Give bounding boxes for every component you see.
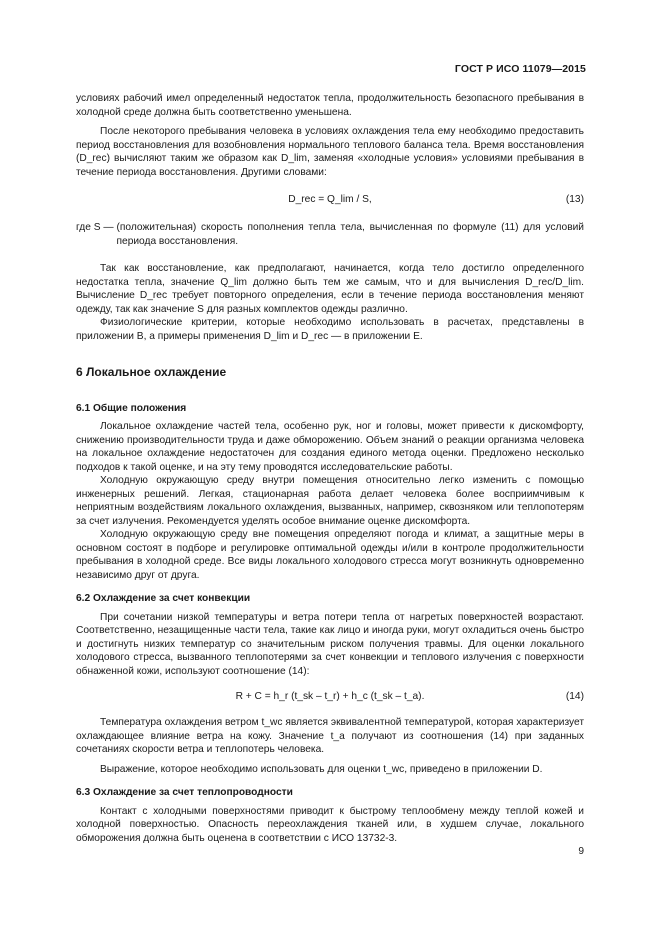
formula-14-number: (14) <box>565 691 584 702</box>
formula-13 <box>76 193 584 207</box>
paragraph-indoor: Холодную окружающую среду внутри помещения относительно легко изменить с помощью инженерных решений. Легкая, стационарная работа делает человека более восприимчивым к неприятным воздействиям локального охлаждения, вызванных, например, сквозняком или теплопотерям за счет излучения. Рекомендуется уделять особое внимание оценке дискомфорта. <box>76 475 584 527</box>
document-header: ГОСТ Р ИСО 11079—2015 <box>454 63 586 75</box>
paragraph-recovery-period: После некоторого пребывания человека в условиях охлаждения тела ему необходимо предоставить период восстановления для возобновления нормального теплового баланса тела. Время восстановления (D_rec) вычисляют таким же образом как D_lim, заменяя «холодные условия» условиями пребывания в течение периода восстановления. Другими словами: <box>76 126 584 178</box>
formula-13-number: (13) <box>565 194 584 205</box>
paragraph-outdoor: Холодную окружающую среду вне помещения определяют погода и климат, а защитные меры в основном состоят в подборе и регулировке оптимальной одежды и/или в контроле продолжительности пребывания в холодной среде. Все виды локального холодового стресса могут возникнуть одновременно независимо друг от друга. <box>76 529 584 581</box>
page-number: 9 <box>578 846 584 857</box>
paragraph-wind-chill: Температура охлаждения ветром t_wc является эквивалентной температурой, которая характеризует охлаждающее влияние ветра на кожу. Значение t_a получают из соотношения (14) при заданных сочетаниях скорости ветра и теплопотерь человека. <box>76 717 584 755</box>
where-text: (положительная) скорость пополнения тепла тела, вычисленная по формуле (11) для условий периода восстановления. <box>116 222 584 247</box>
paragraph-convection: При сочетании низкой температуры и ветра потери тепла от нагретых поверхностей возрастают. Соответственно, незащищенные части тела, такие как лицо и иногда руки, могут охладиться очень быстро и достигнуть низких температур со значительным риском получения травмы. Для оценки локального холодового стресса, вызванного теплопотерями за счет конвекции и теплового излучения с поверхности обнаженной кожи, используют соотношение (14): <box>76 611 584 677</box>
subsection-title-6-2: 6.2 Охлаждение за счет конвекции <box>76 593 251 604</box>
formula-14 <box>76 690 584 704</box>
paragraph-recovery-start: Так как восстановление, как предполагают, начинается, когда тело достигло определенного недостатка тепла, значение Q_lim должно быть тем же самым, что и для вычисления D_rec/D_lim. Вычисление D_rec требует повторного определения, если в течение периода восстановления меняют одежду, так как значение S для разных комплектов одежды различно. <box>76 263 584 315</box>
paragraph-local-cooling: Локальное охлаждение частей тела, особенно рук, ног и головы, может привести к дискомфорту, снижению производительности труда и даже обморожению. Объем знаний о реакции организма человека на локальное охлаждение недостаточен для создания единого метода оценки. Предложено несколько подходов к такой оценке, и на эту тему проводятся исследовательские работы. <box>76 421 584 473</box>
formula-14-expression: R + C = h_r (t_sk – t_r) + h_c (t_sk – t_a). <box>235 691 425 702</box>
where-clause <box>76 221 584 248</box>
page-content <box>76 92 584 845</box>
section-title-6: 6 Локальное охлаждение <box>76 365 227 379</box>
where-label: где S — <box>76 222 114 233</box>
subsection-title-6-1: 6.1 Общие положения <box>76 402 187 414</box>
paragraph-expression: Выражение, которое необходимо использовать для оценки t_wc, приведено в приложении D. <box>100 763 543 775</box>
paragraph-criteria: Физиологические критерии, которые необходимо использовать в расчетах, представлены в приложении В, а примеры применения D_lim и D_rec — в приложении Е. <box>76 317 584 342</box>
formula-13-expression: D_rec = Q_lim / S, <box>288 194 372 205</box>
paragraph-conduction: Контакт с холодными поверхностями приводит к быстрому теплообмену между теплой кожей и холодной поверхностью. Опасность переохлаждения тканей или, в худшем случае, локального обморожения должна быть оценена в соответствии с ИСО 13732-3. <box>76 805 584 844</box>
paragraph-continuation: условиях рабочий имел определенный недостаток тепла, продолжительность безопасного пребывания в холодной среде должна быть соответственно уменьшена. <box>76 93 584 118</box>
subsection-title-6-3: 6.3 Охлаждение за счет теплопроводности <box>76 787 293 798</box>
